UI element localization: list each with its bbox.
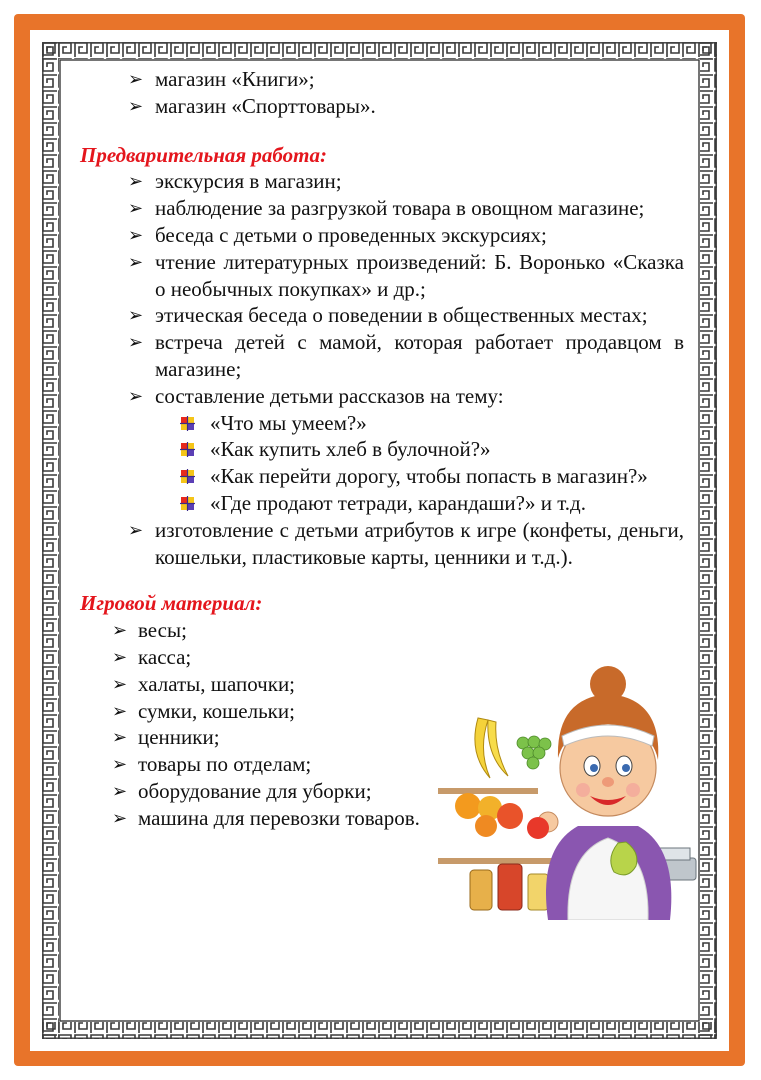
- arrow-bullet-icon: ➢: [128, 251, 144, 272]
- arrow-bullet-icon: ➢: [128, 95, 144, 116]
- arrow-bullet-icon: ➢: [128, 224, 144, 245]
- list-item: ➢ магазин «Спорттовары».: [128, 93, 376, 118]
- arrow-bullet-icon: ➢: [128, 385, 144, 406]
- prep-list-end: [80, 517, 684, 571]
- list-item: ➢ машина для перевозки товаров.: [112, 805, 420, 830]
- arrow-bullet-icon: ➢: [112, 754, 128, 775]
- prep-list: [80, 168, 684, 409]
- arrow-bullet-icon: ➢: [128, 305, 144, 326]
- list-item: ➢ чтение литературных произведений: Б. Воронько «Сказка о необычных покупках» и др.;: [128, 249, 684, 301]
- arrow-bullet-icon: ➢: [112, 780, 128, 801]
- shop-assistant-illustration: [438, 658, 700, 920]
- square-bullet-icon: [180, 442, 195, 457]
- arrow-bullet-icon: ➢: [112, 727, 128, 748]
- topic-item: «Что мы умеем?»: [80, 410, 684, 437]
- list-item: ➢ экскурсия в магазин;: [128, 169, 342, 194]
- arrow-bullet-icon: ➢: [112, 807, 128, 828]
- arrow-bullet-icon: ➢: [128, 171, 144, 192]
- list-item: ➢ ценники;: [112, 725, 220, 750]
- arrow-bullet-icon: ➢: [112, 646, 128, 667]
- list-item: ➢ наблюдение за разгрузкой товара в овощном магазине;: [128, 196, 645, 221]
- arrow-bullet-icon: ➢: [128, 69, 144, 89]
- arrow-bullet-icon: ➢: [128, 198, 144, 219]
- arrow-bullet-icon: ➢: [112, 700, 128, 721]
- arrow-bullet-icon: ➢: [128, 519, 144, 540]
- topic-item: «Где продают тетради, карандаши?» и т.д.: [80, 490, 684, 517]
- topic-item: «Как перейти дорогу, чтобы попасть в магазин?»: [80, 463, 684, 490]
- prep-heading: Предварительная работа:: [80, 142, 327, 167]
- list-item: ➢ оборудование для уборки;: [112, 778, 372, 803]
- list-item: ➢ этическая беседа о поведении в общественных местах;: [128, 303, 648, 328]
- list-item: ➢ магазин «Книги»;: [128, 67, 315, 91]
- topic-list: [80, 410, 684, 517]
- list-item: ➢ изготовление с детьми атрибутов к игре (конфеты, деньги, кошельки, пластиковые карты, ценники и т.д.).: [128, 517, 684, 569]
- list-item: ➢ касса;: [112, 644, 192, 669]
- arrow-bullet-icon: ➢: [128, 332, 144, 353]
- square-bullet-icon: [180, 416, 195, 431]
- list-item: ➢ встреча детей с мамой, которая работает продавцом в магазине;: [128, 330, 684, 381]
- list-item: ➢ сумки, кошельки;: [112, 698, 295, 723]
- list-item: ➢ составление детьми рассказов на тему:: [128, 383, 504, 408]
- list-item: ➢ беседа с детьми о проведенных экскурсиях;: [128, 222, 547, 247]
- square-bullet-icon: [180, 469, 195, 484]
- list-item: ➢ халаты, шапочки;: [112, 671, 296, 696]
- list-item: ➢ товары по отделам;: [112, 752, 312, 777]
- arrow-bullet-icon: ➢: [112, 673, 128, 694]
- list-item: ➢ весы;: [112, 618, 187, 643]
- topic-item: «Как купить хлеб в булочной?»: [80, 436, 684, 463]
- top-list: [80, 66, 684, 120]
- square-bullet-icon: [180, 496, 195, 511]
- arrow-bullet-icon: ➢: [112, 620, 128, 641]
- game-heading: Игровой материал:: [80, 591, 263, 616]
